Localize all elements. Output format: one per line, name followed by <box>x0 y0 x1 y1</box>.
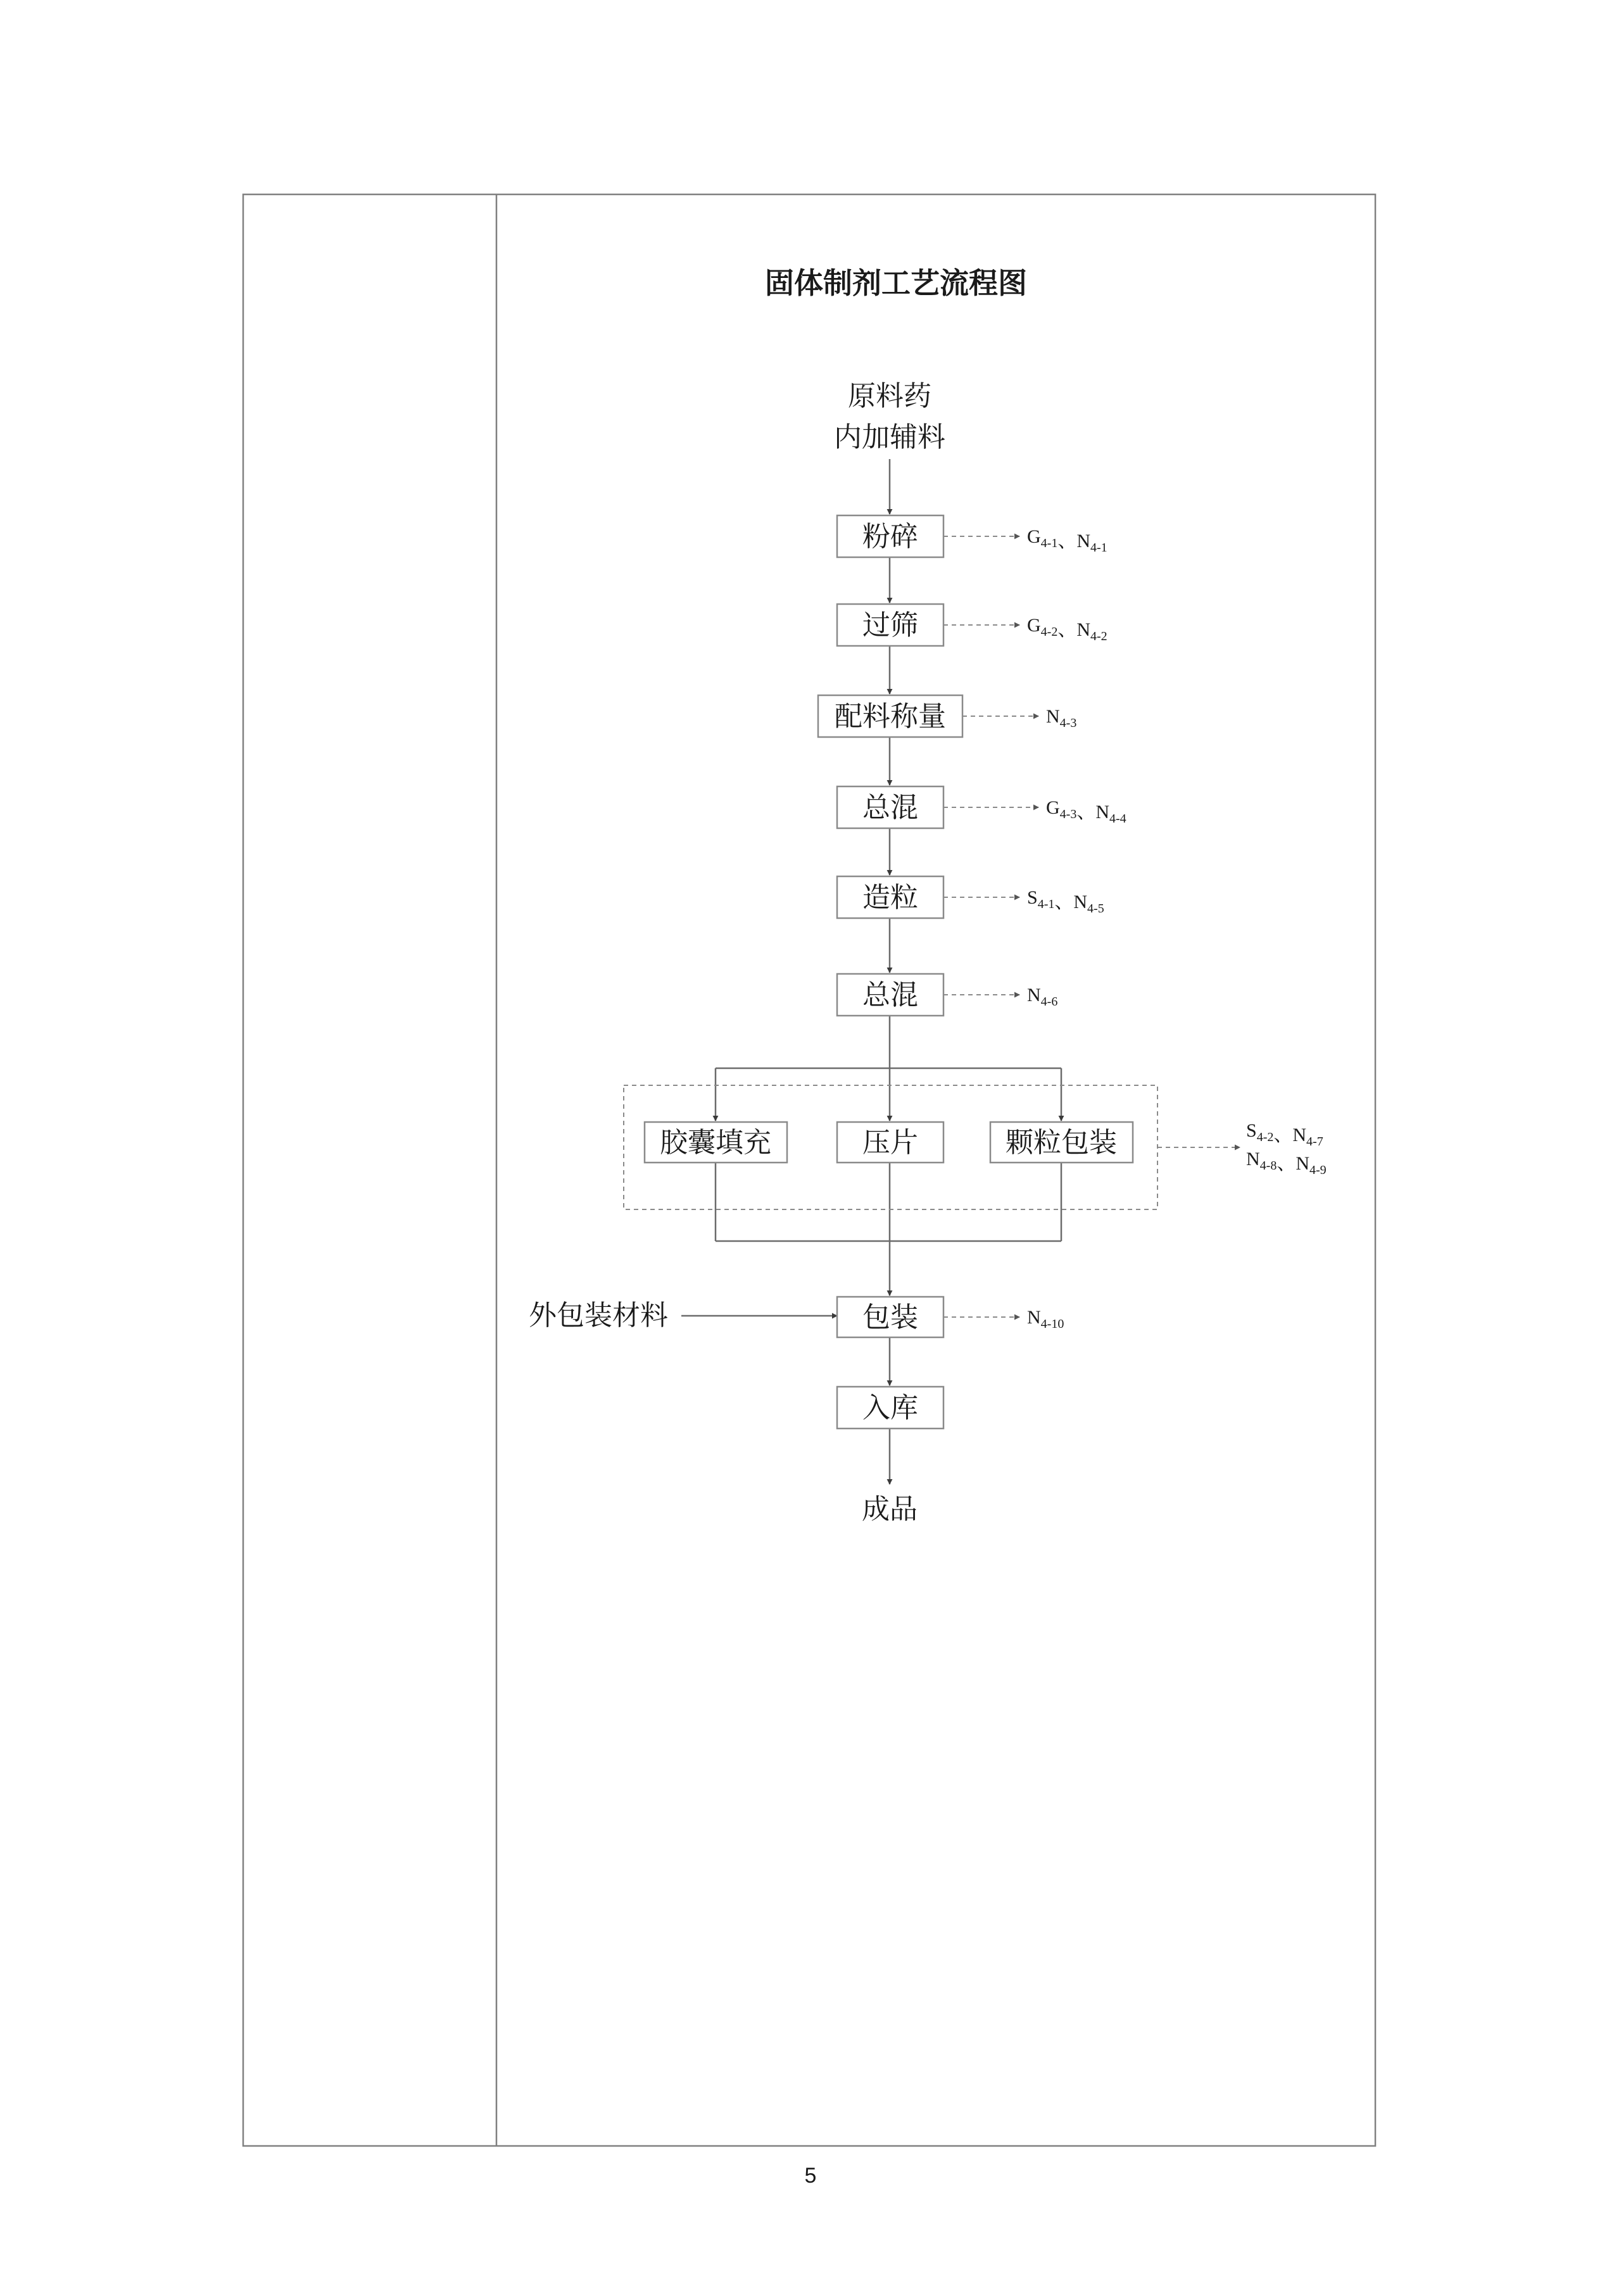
emission-subscript: 4-9 <box>1309 1163 1327 1177</box>
emission-subscript: 4-10 <box>1040 1317 1064 1331</box>
emission-code: N <box>1027 985 1041 1006</box>
emission-separator: 、 <box>1076 802 1096 823</box>
emission-code: N <box>1076 619 1091 640</box>
step-pack-label: 包装 <box>862 1301 918 1334</box>
emission-code: G <box>1027 615 1041 636</box>
emission-separator: 、 <box>1273 1125 1293 1145</box>
emission-subscript: 4-5 <box>1087 902 1104 916</box>
step-mix1-label: 总混 <box>862 792 918 824</box>
step-weigh-label: 配料称量 <box>835 700 946 733</box>
emission-code: N <box>1046 706 1060 727</box>
emission-code: N <box>1292 1125 1307 1145</box>
emission-label-mix1 <box>1046 797 1126 826</box>
emission-subscript: 4-1 <box>1037 897 1055 911</box>
emission-separator: 、 <box>1054 892 1074 912</box>
input-internal-excipients: 内加辅料 <box>834 421 945 453</box>
emission-subscript: 4-8 <box>1259 1159 1277 1173</box>
emission-code: N <box>1095 802 1110 823</box>
emission-subscript: 4-7 <box>1306 1135 1323 1149</box>
emission-label-group-line2 <box>1246 1149 1327 1177</box>
emission-subscript: 4-2 <box>1256 1130 1274 1144</box>
emission-subscript: 4-3 <box>1059 807 1077 821</box>
output-finished-product: 成品 <box>862 1493 918 1525</box>
emission-subscript: 4-4 <box>1109 812 1126 826</box>
diagram-title: 固体制剂工艺流程图 <box>765 266 1027 300</box>
emission-subscript: 4-3 <box>1059 716 1077 730</box>
step-crush-label: 粉碎 <box>862 520 918 553</box>
emission-label-crush <box>1027 526 1107 555</box>
emission-subscript: 4-1 <box>1040 536 1058 550</box>
emission-code: N <box>1073 892 1088 912</box>
step-granulate-label: 造粒 <box>862 881 918 914</box>
emission-label-group-line1 <box>1246 1120 1323 1149</box>
emission-subscript: 4-1 <box>1090 541 1107 555</box>
emission-code: S <box>1246 1120 1257 1141</box>
emission-separator: 、 <box>1057 531 1077 552</box>
emission-code: N <box>1296 1153 1310 1174</box>
input-raw-materials: 原料药 <box>848 380 931 412</box>
table-frame <box>243 194 1375 2146</box>
emission-code: G <box>1027 526 1041 547</box>
emission-code: N <box>1246 1149 1260 1170</box>
emission-code: N <box>1027 1307 1041 1328</box>
emission-label-mix2 <box>1027 985 1057 1009</box>
emission-label-sieve <box>1027 615 1107 643</box>
step-store-label: 入库 <box>862 1392 918 1424</box>
emission-label-weigh <box>1046 706 1076 730</box>
emission-separator: 、 <box>1057 619 1077 640</box>
emission-separator: 、 <box>1277 1153 1296 1174</box>
emission-code: S <box>1027 887 1038 908</box>
step-sieve-label: 过筛 <box>862 609 918 641</box>
emission-label-pack <box>1027 1307 1064 1331</box>
emission-code: G <box>1046 797 1060 818</box>
step-granule-pack-label: 颗粒包装 <box>1006 1126 1117 1159</box>
emission-subscript: 4-6 <box>1040 995 1058 1009</box>
emission-subscript: 4-2 <box>1090 629 1107 643</box>
step-tablet-label: 压片 <box>862 1126 918 1159</box>
step-mix2-label: 总混 <box>862 979 918 1011</box>
emission-code: N <box>1076 531 1091 552</box>
emission-subscript: 4-2 <box>1040 625 1058 639</box>
emission-label-granulate <box>1027 887 1104 916</box>
page-number: 5 <box>804 2164 817 2188</box>
step-capsule-label: 胶囊填充 <box>660 1126 771 1159</box>
input-packaging-material: 外包装材料 <box>529 1299 668 1332</box>
